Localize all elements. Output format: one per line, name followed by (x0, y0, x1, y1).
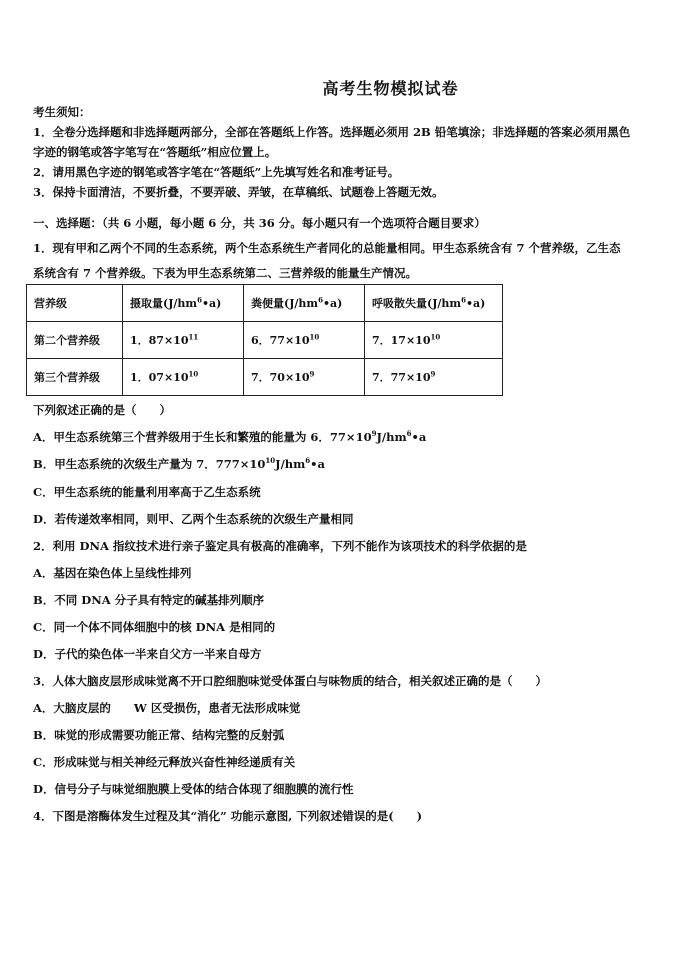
table-cell: 6．$77\times 10^{10}$ (244, 322, 365, 359)
option-c[interactable]: C．甲生态系统的能量利用率高于乙生态系统 (33, 485, 261, 499)
notice-item: 字迹的钢笔或答字笔写在“答题纸”相应位置上。 (33, 145, 277, 159)
option-b[interactable]: B．不同 DNA 分子具有特定的碱基排列顺序 (33, 593, 265, 607)
notice-item: 2．请用黑色字迹的钢笔或答字笔在“答题纸”上先填写姓名和准考证号。 (33, 165, 400, 179)
option-b[interactable]: B．味觉的形成需要功能正常、结构完整的反射弧 (33, 728, 285, 742)
table-header-cell: 摄取量$(J/hm^6•a)$ (123, 285, 244, 322)
option-c[interactable]: C．形成味觉与相关神经元释放兴奋性神经递质有关 (33, 755, 296, 769)
option-d[interactable]: D．若传递效率相同，则甲、乙两个生态系统的次级生产量相同 (33, 512, 354, 526)
question-2-stem: 2．利用 DNA 指纹技术进行亲子鉴定具有极高的准确率，下列不能作为该项技术的科学依据的是 (33, 539, 527, 553)
option-c[interactable]: C．同一个体不同体细胞中的核 DNA 是相同的 (33, 620, 276, 634)
table-row (27, 322, 503, 359)
notice-item: 3．保持卡面清洁，不要折叠，不要弄破、弄皱，在草稿纸、试题卷上答题无效。 (33, 185, 444, 199)
table-header-cell: 呼吸散失量$(J/hm^6•a)$ (365, 285, 503, 322)
option-a[interactable]: A．大脑皮层的 W 区受损伤，患者无法形成味觉 (33, 701, 301, 715)
option-b[interactable]: B．甲生态系统的次级生产量为 7．$777\times 10^{10}J/hm^6•a$ (33, 456, 325, 471)
table-cell: 1．$87\times 10^{11}$ (123, 322, 244, 359)
page-title: 高考生物模拟试卷 (322, 79, 459, 98)
table-cell: 7．$77\times 10^9$ (365, 359, 503, 396)
table-cell: 7．$70\times 10^9$ (244, 359, 365, 396)
question-1-prompt: 下列叙述正确的是（ ） (33, 403, 171, 417)
table-row (27, 359, 503, 396)
table-header-cell: 营养级 (27, 285, 123, 322)
table-cell: 第二个营养级 (27, 322, 123, 359)
question-1-stem: 1．现有甲和乙两个不同的生态系统，两个生态系统生产者同化的总能量相同。甲生态系统含有 7 个营养级，乙生态 (33, 241, 621, 255)
table-cell: 第三个营养级 (27, 359, 123, 396)
notice-heading: 考生须知： (33, 105, 91, 119)
table-header-row (27, 285, 503, 322)
notice-item: 1．全卷分选择题和非选择题两部分，全部在答题纸上作答。选择题必须用 2B 铅笔填涂；非选择题的答案必须用黑色 (33, 125, 631, 139)
option-d[interactable]: D．子代的染色体一半来自父方一半来自母方 (33, 647, 262, 661)
question-3-stem: 3．人体大脑皮层形成味觉离不开口腔细胞味觉受体蛋白与味物质的结合，相关叙述正确的是（ ） (33, 674, 547, 688)
option-a[interactable]: A．甲生态系统第三个营养级用于生长和繁殖的能量为 6．$77\times 10^9J/hm^6•a$ (33, 429, 427, 444)
table-header-cell: 粪便量$(J/hm^6•a)$ (244, 285, 365, 322)
section-heading: 一、选择题：（共 6 小题，每小题 6 分，共 36 分。每小题只有一个选项符合题目要求） (33, 216, 486, 230)
energy-table (26, 284, 503, 396)
question-4-stem: 4．下图是溶酶体发生过程及其“消化” 功能示意图, 下列叙述错误的是( ) (33, 809, 423, 823)
table-cell: 1．$07\times 10^{10}$ (123, 359, 244, 396)
option-a[interactable]: A．基因在染色体上呈线性排列 (33, 566, 192, 580)
table-cell: 7．$17\times 10^{10}$ (365, 322, 503, 359)
option-d[interactable]: D．信号分子与味觉细胞膜上受体的结合体现了细胞膜的流行性 (33, 782, 354, 796)
question-1-stem-cont: 系统含有 7 个营养级。下表为甲生态系统第二、三营养级的能量生产情况。 (33, 266, 418, 280)
